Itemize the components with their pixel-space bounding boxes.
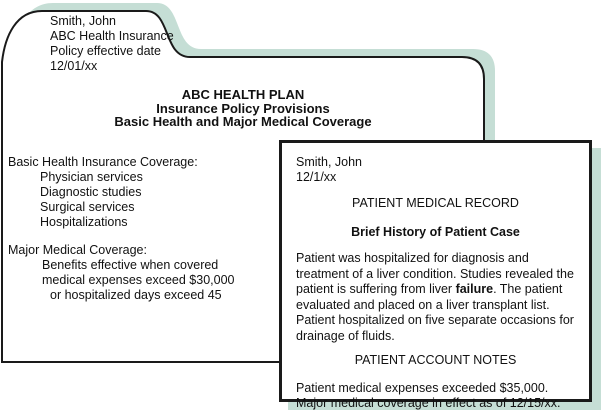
insurer-name: ABC Health Insurance [50, 29, 174, 43]
major-coverage-title: Major Medical Coverage: [8, 243, 147, 257]
policy-date-label: Policy effective date [50, 44, 161, 58]
insured-name: Smith, John [50, 14, 117, 28]
plan-coverage-line: Basic Health and Major Medical Coverage [114, 114, 372, 129]
record-date: 12/1/xx [296, 170, 337, 184]
history-text-start: Patient was hospitalized for diagnosis and treatment of a liver condition. Studies revealed the patient is suffering from liver [296, 251, 574, 296]
notes-paragraph: Patient medical expenses exceeded $35,000. Major medical coverage in effect as of 12/15/xx. [296, 380, 561, 410]
record-title: PATIENT MEDICAL RECORD [352, 196, 519, 210]
plan-subtitle: Insurance Policy Provisions [156, 100, 330, 116]
folder-tab-label [50, 14, 174, 74]
notes-title: PATIENT ACCOUNT NOTES [354, 353, 517, 367]
major-coverage-line: Benefits effective when covered [42, 258, 219, 272]
history-text-end: . The patient evaluated and placed on a liver transplant list. Patient hospitalized on five separate occasions for drainage of fluids. [296, 282, 574, 343]
coverage-item: Diagnostic studies [40, 185, 142, 199]
coverage-item: Physician services [40, 170, 143, 184]
plan-name: ABC HEALTH PLAN [181, 87, 305, 102]
coverage-item: Surgical services [40, 200, 135, 214]
history-bold-word: failure [455, 282, 494, 296]
history-paragraph [296, 251, 575, 344]
basic-coverage-title: Basic Health Insurance Coverage: [8, 155, 198, 169]
record-subtitle: Brief History of Patient Case [351, 224, 520, 239]
folder-heading [2, 88, 484, 129]
coverage-item: Hospitalizations [40, 215, 128, 229]
patient-record-card [279, 140, 592, 410]
record-patient-name: Smith, John [296, 155, 363, 169]
policy-date-value: 12/01/xx [50, 59, 98, 73]
record-header [296, 155, 575, 185]
major-coverage-line: or hospitalized days exceed 45 [50, 288, 222, 302]
major-coverage-line: medical expenses exceed $30,000 [42, 273, 235, 287]
coverage-section [8, 155, 235, 303]
